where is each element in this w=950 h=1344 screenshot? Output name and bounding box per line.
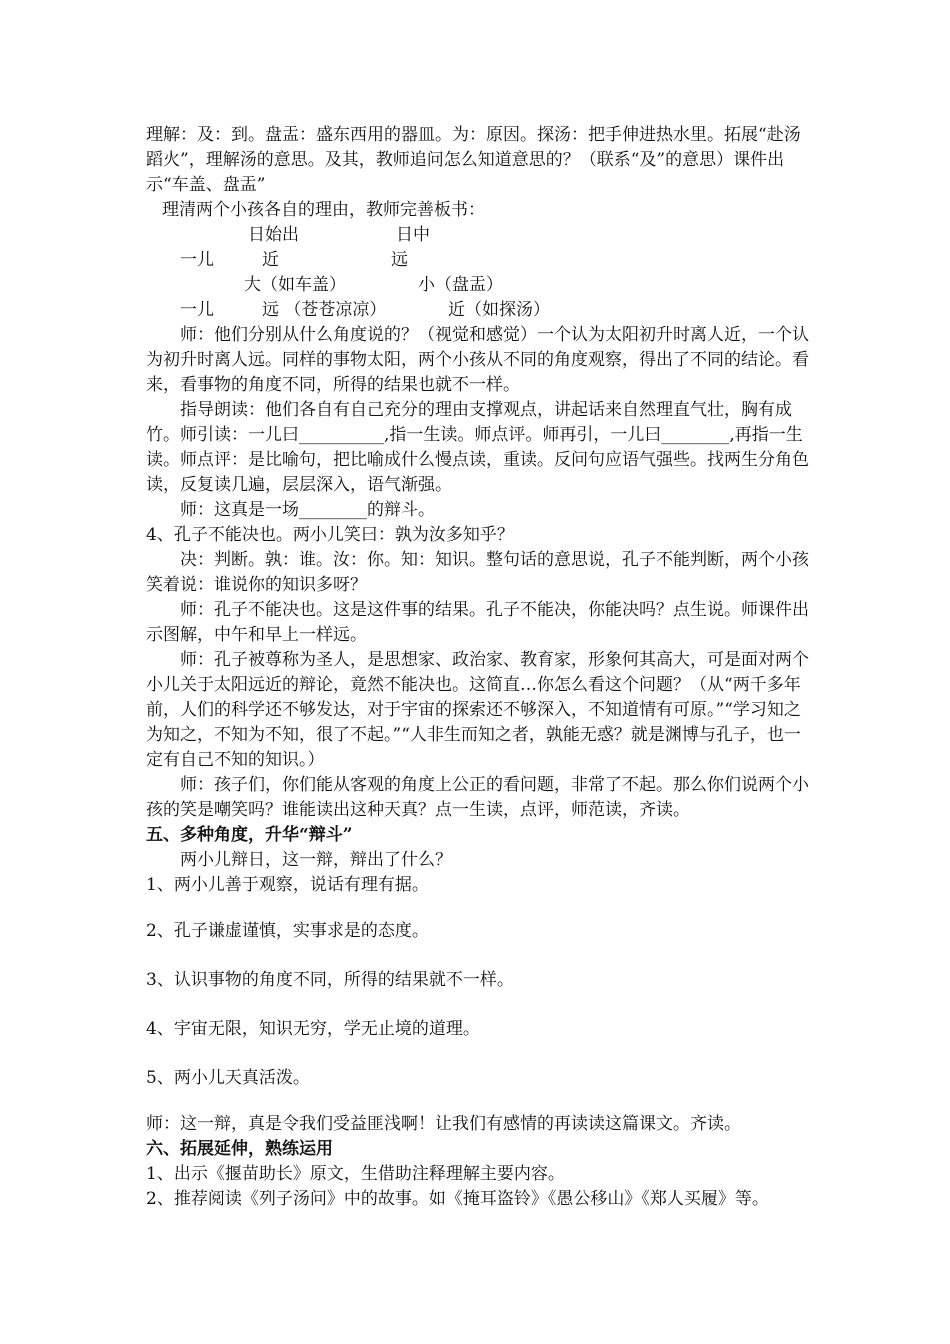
board-far-cool: 远 （苍苍凉凉） [262,300,387,320]
paragraph-children: 师：孩子们，你们能从客观的角度上公正的看问题，非常了不起。那么你们说两个小孩的笑是嘲笑吗？谁能读出这种天真？点一生读，点评，师范读，齐读。 [146,775,809,820]
paragraph-confucius: 师：孔子被尊称为圣人，是思想家、政治家、教育家，形象何其高大，可是面对两个小儿关于太阳远近的辩论，竟然不能决也。这简直…你怎么看这个问题？（从“两千多年前，人们的科学还不够发达，对于宇宙的探索还不够深入，不知道情有可原。”“学习知之为知之，不知为不知，很了不起。”“人非生而知之者，孰能无惑？就是渊博与孔子，也一定有自己不知的知识。） [146,650,809,770]
board-near: 近 [262,250,279,270]
list-item: 4、宇宙无限，知识无穷，学无止境的道理。 [146,1019,480,1039]
board-noon: 日中 [396,225,430,245]
list-item: 3、认识事物的角度不同，所得的结果就不一样。 [146,970,514,990]
paragraph-result: 师：孔子不能决也。这是这件事的结果。孔子不能决，你能决吗？点生说。师课件出示图解，中午和早上一样远。 [146,600,809,645]
blackboard-notes [146,223,810,323]
list-item: 2、孔子谦虚谨慎，实事求是的态度。 [146,921,429,941]
board-near-hot: 近（如探汤） [448,300,550,320]
paragraph-guided-reading: 指导朗读：他们各自有自己充分的理由支撑观点，讲起话来自然理直气壮，胸有成竹。师引读：一儿曰__________,指一生读。师点评。师再引，一儿曰________,再指一生读。师点评：是比喻句，把比喻成什么慢点读，重读。反问句应语气强些。找两生分角色读，反复读几遍，层层深入，语气渐强。 [146,400,809,495]
list-item: 1、出示《揠苗助长》原文，生借助注释理解主要内容。 [146,1164,565,1184]
section5-closing: 师：这一辩，真是令我们受益匪浅啊！让我们有感情的再读读这篇课文。齐读。 [146,1114,741,1134]
board-child2: 一儿 [180,300,214,320]
list-item: 5、两小儿天真活泼。 [146,1068,310,1088]
board-child1: 一儿 [180,250,214,270]
board-far: 远 [391,250,408,270]
board-small: 小（盘盂） [418,275,503,295]
paragraph-angle: 师：他们分别从什么角度说的？（视觉和感觉）一个认为太阳初升时离人近，一个认为初升时离人远。同样的事物太阳，两个小孩从不同的角度观察，得出了不同的结论。看来，看事物的角度不同，所得的结果也就不一样。 [146,325,809,395]
board-sunrise: 日始出 [248,225,299,245]
paragraph-debate: 师：这真是一场________的辩斗。 [180,500,435,520]
paragraph-item4: 4、孔子不能决也。两小儿笑曰：孰为汝多知乎？ [146,525,514,545]
board-big: 大（如车盖） [244,275,346,295]
paragraph-definitions: 决：判断。孰：谁。汝：你。知：知识。整句话的意思说，孔子不能判断，两个小孩笑着说：谁说你的知识多呀？ [146,550,809,595]
section5-intro: 两小儿辩日，这一辩，辩出了什么？ [180,850,452,870]
section-heading-5: 五、多种角度，升华“辩斗” [146,825,353,845]
paragraph-board-intro: 理清两个小孩各自的理由，教师完善板书： [162,200,485,220]
paragraph-understanding: 理解：及：到。盘盂：盛东西用的器皿。为：原因。探汤：把手伸进热水里。拓展“赴汤蹈火”，理解汤的意思。及其，教师追问怎么知道意思的？（联系“及”的意思）课件出示“车盖、盘盂” [146,125,801,195]
section-heading-6: 六、拓展延伸，熟练运用 [146,1139,333,1159]
list-item: 2、推荐阅读《列子汤问》中的故事。如《掩耳盗铃》《愚公移山》《郑人买履》等。 [146,1189,769,1209]
list-item: 1、两小儿善于观察，说话有理有据。 [146,875,429,895]
